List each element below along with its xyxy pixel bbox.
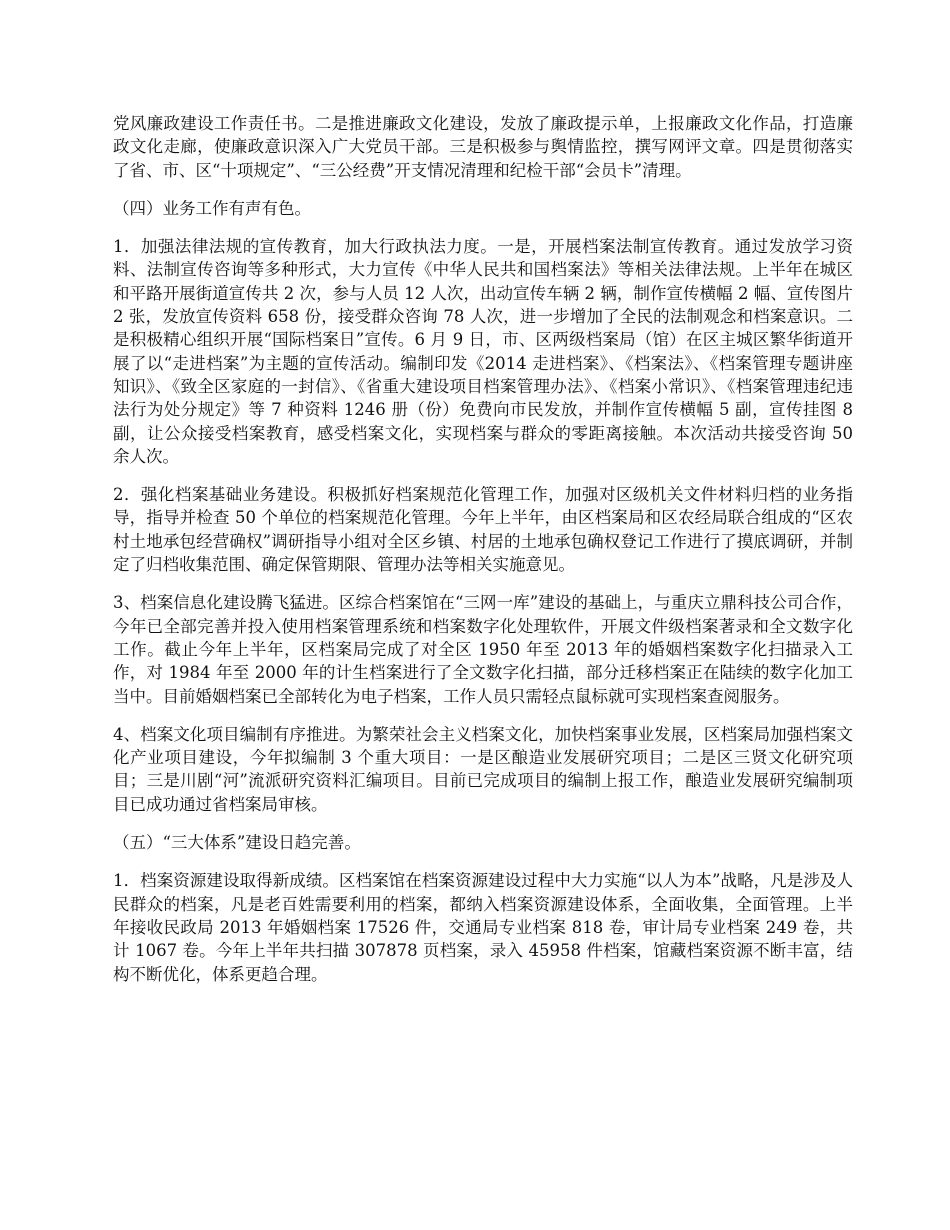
- section-heading-three-systems: （五）“三大体系”建设日趋完善。: [113, 833, 361, 853]
- paragraph-culture-projects: 4、档案文化项目编制有序推进。为繁荣社会主义档案文化，加快档案事业发展，区档案局加强档案文化产业项目建设，今年拟编制 3 个重大项目：一是区酿造业发展研究项目；二是区三贤文化研究项目；三是川剧“河”流派研究资料汇编项目。目前已完成项目的编制上报工作，酿造业发展研究编制项目已成功通过省档案局审核。: [113, 724, 853, 814]
- paragraph-basic-business: 2．强化档案基础业务建设。积极抓好档案规范化管理工作，加强对区级机关文件材料归档的业务指导，指导并检查 50 个单位的档案规范化管理。今年上半年，由区档案局和区农经局联合组成的“区农村土地承包经营确权”调研指导小组对全区乡镇、村居的土地承包确权登记工作进行了摸底调研，并制定了归档收集范围、确定保管期限、管理办法等相关实施意见。: [113, 485, 853, 575]
- paragraph-resource-building: 1．档案资源建设取得新成绩。区档案馆在档案资源建设过程中大力实施“以人为本”战略，凡是涉及人民群众的档案，凡是老百姓需要利用的档案，都纳入档案资源建设体系，全面收集，全面管理。上半年接收民政局 2013 年婚姻档案 17526 件，交通局专业档案 818 卷，审计局专业档案 249 卷，共计 1067 卷。今年上半年共扫描 307878 页档案，录入 45958 件档案，馆藏档案资源不断丰富，结构不断优化，体系更趋合理。: [113, 871, 853, 984]
- paragraph-party-discipline: 党风廉政建设工作责任书。二是推进廉政文化建设，发放了廉政提示单，上报廉政文化作品，打造廉政文化走廊，使廉政意识深入广大党员干部。三是积极参与舆情监控，撰写网评文章。四是贯彻落实了省、市、区“十项规定”、“三公经费”开支情况清理和纪检干部“会员卡”清理。: [113, 114, 853, 180]
- section-heading-business-work: （四）业务工作有声有色。: [113, 198, 311, 218]
- paragraph-legal-publicity: 1．加强法律法规的宣传教育，加大行政执法力度。一是，开展档案法制宣传教育。通过发放学习资料、法制宣传咨询等多种形式，大力宣传《中华人民共和国档案法》等相关法律法规。上半年在城区和平路开展街道宣传共 2 次，参与人员 12 人次，出动宣传车辆 2 辆，制作宣传横幅 2 幅、宣传图片 2 张，发放宣传资料 658 份，接受群众咨询 78 人次，进一步增加了全民的法制观念和档案意识。二是积极精心组织开展“国际档案日”宣传。6 月 9 日，市、区两级档案局（馆）在区主城区繁华街道开展了以“走进档案”为主题的宣传活动。编制印发《2014 走进档案》、《档案法》、《档案管理专题讲座知识》、《致全区家庭的一封信》、《省重大建设项目档案管理办法》、《档案小常识》、《档案管理违纪违法行为处分规定》等 7 种资料 1246 册（份）免费向市民发放，并制作宣传横幅 5 副，宣传挂图 8 副，让公众接受档案教育，感受档案文化，实现档案与群众的零距离接触。本次活动共接受咨询 50 余人次。: [113, 237, 853, 466]
- document-body: [113, 112, 853, 1001]
- paragraph-informatization: 3、档案信息化建设腾飞猛进。区综合档案馆在“三网一库”建设的基础上，与重庆立鼎科技公司合作，今年已全部完善并投入使用档案管理系统和档案数字化处理软件，开展文件级档案著录和全文数字化工作。截止今年上半年，区档案局完成了对全区 1950 年至 2013 年的婚姻档案数字化扫描录入工作，对 1984 年至 2000 年的计生档案进行了全文数字化扫描，部分迁移档案正在陆续的数字化加工当中。目前婚姻档案已全部转化为电子档案，工作人员只需轻点鼠标就可实现档案查阅服务。: [113, 593, 853, 706]
